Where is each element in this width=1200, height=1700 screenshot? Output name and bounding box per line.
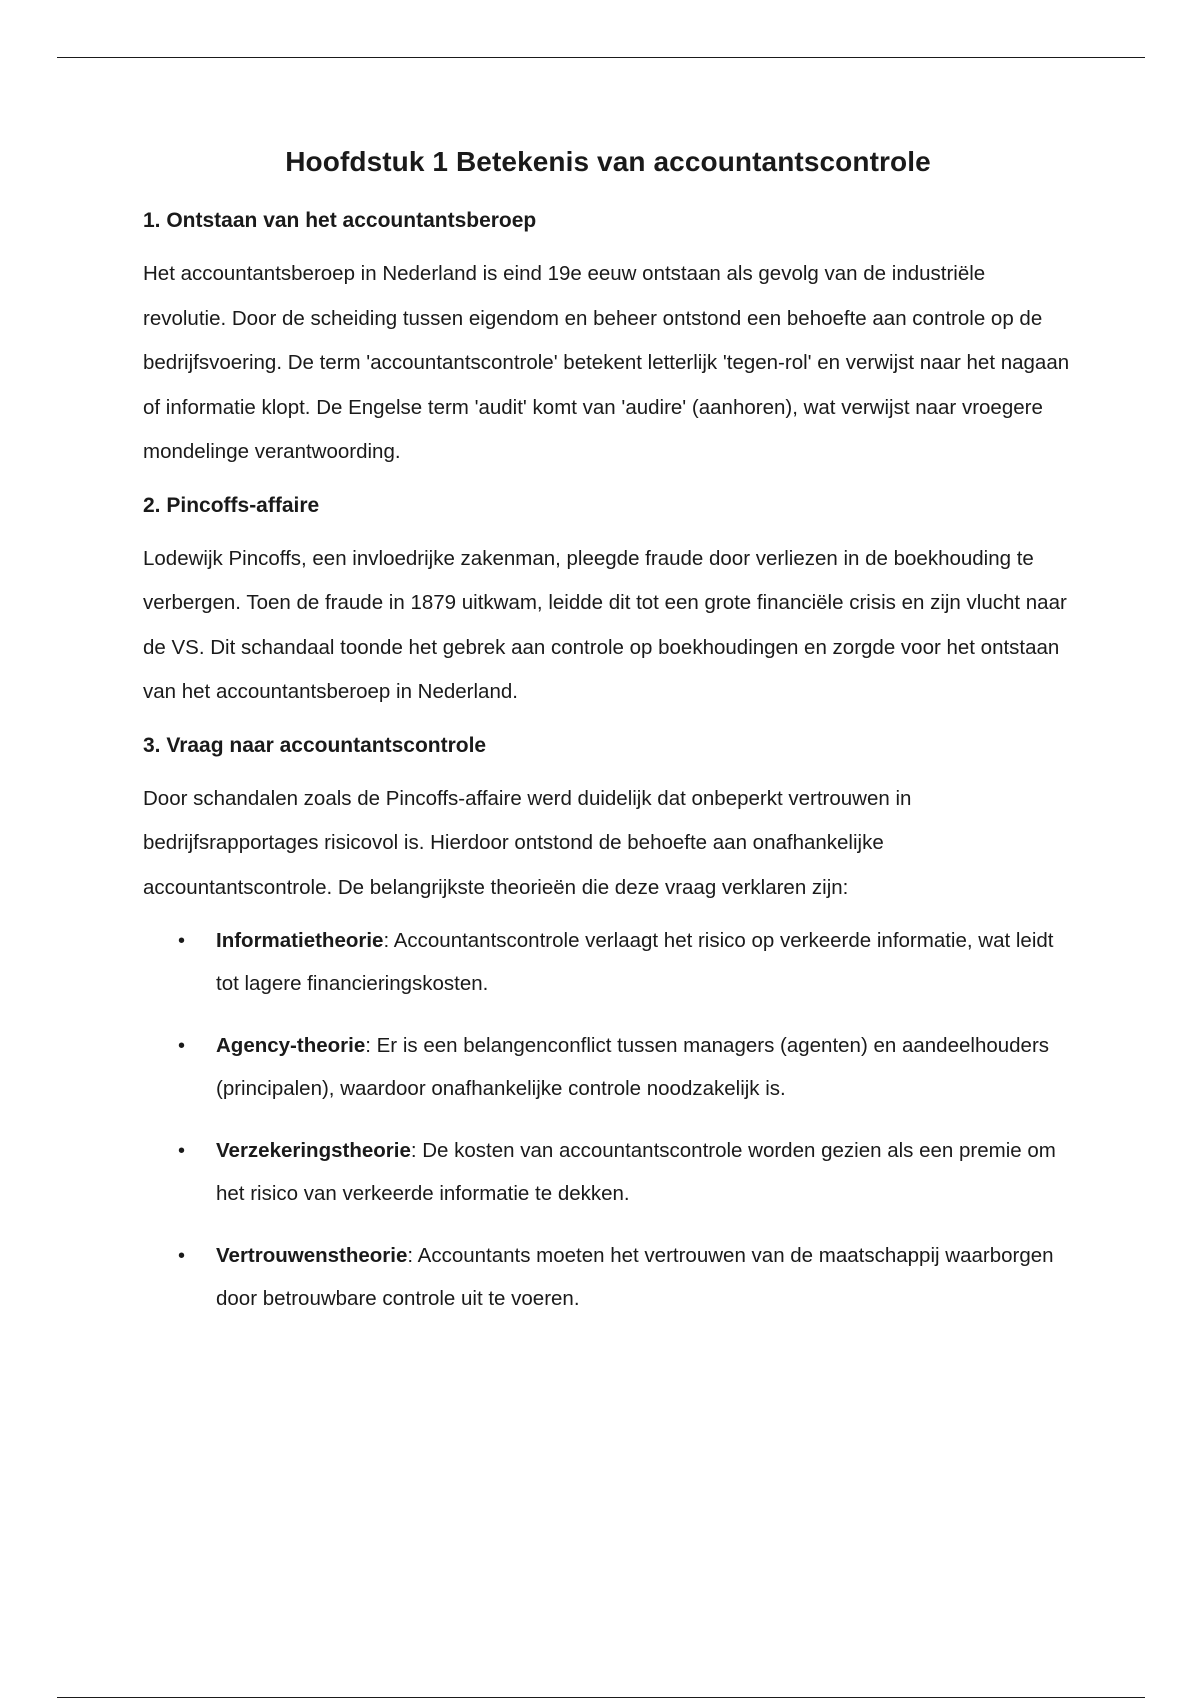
section-paragraph: Lodewijk Pincoffs, een invloedrijke zakenman, pleegde fraude door verliezen in de boekhouding te verbergen. Toen de fraude in 1879 uitkwam, leidde dit tot een grote financiële crisis en zijn vlucht naar de VS. Dit schandaal toonde het gebrek aan controle op boekhoudingen en zorgde voor het ontstaan van het accountantsberoep in Nederland. — [143, 546, 1067, 703]
section-vraag — [143, 731, 1073, 1321]
theory-text: : Accountants moeten het vertrouwen van de maatschappij waarborgen door betrouwbare controle uit te voeren. — [216, 1244, 1054, 1310]
theory-term: Agency-theorie — [216, 1034, 366, 1057]
bullet-icon: • — [178, 1140, 186, 1162]
theory-term: Vertrouwenstheorie — [216, 1244, 408, 1267]
section-paragraph: Door schandalen zoals de Pincoffs-affaire werd duidelijk dat onbeperkt vertrouwen in bedrijfsrapportages risicovol is. Hierdoor ontstond de behoefte aan onafhankelijke accountantscontrole. De belangrijkste theorieën die deze vraag verklaren zijn: — [143, 786, 912, 899]
footer-rule — [57, 1697, 1145, 1698]
theory-text: : De kosten van accountantscontrole worden gezien als een premie om het risico van verkeerde informatie te dekken. — [216, 1139, 1056, 1205]
list-item — [143, 1130, 1073, 1215]
bullet-icon: • — [178, 1245, 186, 1267]
theory-term: Verzekeringstheorie — [216, 1139, 411, 1162]
theory-list — [143, 920, 1073, 1320]
section-ontstaan — [143, 206, 1073, 475]
section-paragraph: Het accountantsberoep in Nederland is eind 19e eeuw ontstaan als gevolg van de industriële revolutie. Door de scheiding tussen eigendom en beheer ontstond een behoefte aan controle op de bedrijfsvoering. De term 'accountantscontrole' betekent letterlijk 'tegen-rol' en verwijst naar het nagaan of informatie klopt. De Engelse term 'audit' komt van 'audire' (aanhoren), wat verwijst naar vroegere mondelinge verantwoording. — [143, 262, 1070, 463]
section-heading: 1. Ontstaan van het accountantsberoep — [143, 209, 537, 232]
list-item — [143, 1025, 1073, 1110]
section-heading: 2. Pincoffs-affaire — [143, 493, 320, 517]
document-title: Hoofdstuk 1 Betekenis van accountantscontrole — [285, 146, 931, 177]
header-rule — [57, 57, 1145, 58]
theory-text: : Accountantscontrole verlaagt het risico op verkeerde informatie, wat leidt tot lagere financieringskosten. — [216, 929, 1054, 995]
document-body — [143, 138, 1073, 1340]
section-pincoffs — [143, 491, 1073, 715]
section-heading: 3. Vraag naar accountantscontrole — [143, 733, 487, 757]
theory-term: Informatietheorie — [216, 929, 384, 952]
bullet-icon: • — [178, 930, 186, 952]
bullet-icon: • — [178, 1035, 186, 1057]
list-item — [143, 1235, 1073, 1320]
list-item — [143, 920, 1073, 1005]
theory-text: : Er is een belangenconflict tussen managers (agenten) en aandeelhouders (principalen), waardoor onafhankelijke controle noodzakelijk is. — [216, 1034, 1050, 1100]
